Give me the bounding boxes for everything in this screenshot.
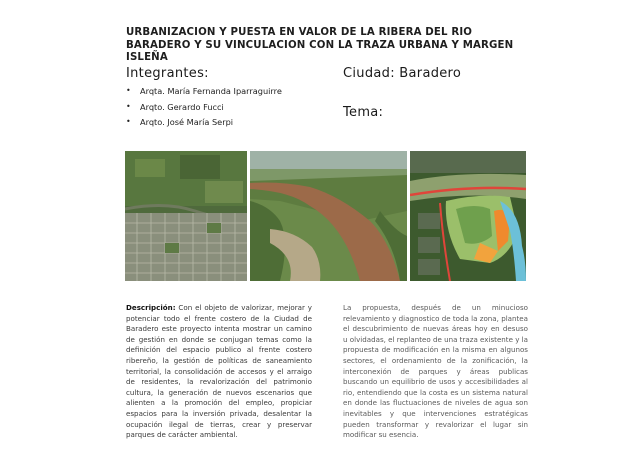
- description-paragraph: [126, 303, 312, 441]
- ciudad-heading: Ciudad: Baradero: [343, 66, 462, 81]
- description-text: Con el objeto de valorizar, mejorar y potenciar todo el frente costero de la Ciudad de Baradero este proyecto intenta mostrar un camino de gestión en donde se conjugan temas como la definición del espacio publico al frente costero ribereño, la gestión de políticas de saneamiento territorial, la consolidación de accesos y el arraigo de residentes, la revalorización del patrimonio cultura, la generación de nuevos escenarios que alienten a la promoción del empleo, propiciar espacios para la inversión privada, desalentar la ocupación ilegal de tierras, crear y preservar parques de carácter ambiental.: [126, 303, 312, 440]
- members-list: [126, 85, 282, 132]
- member-item: • Arqta. María Fernanda Iparraguirre: [126, 85, 282, 101]
- member-item: • Arqto. Gerardo Fucci: [126, 101, 282, 117]
- river-aerial-photo-icon: [250, 151, 407, 281]
- integrantes-heading: Integrantes:: [126, 66, 209, 81]
- member-item: • Arqto. José María Serpi: [126, 116, 282, 132]
- satellite-map-icon: [125, 151, 247, 281]
- tema-heading: Tema:: [343, 105, 384, 120]
- description-label: Descripción:: [126, 303, 176, 312]
- page-title: URBANIZACION Y PUESTA EN VALOR DE LA RIBERA DEL RIO BARADERO Y SU VINCULACION CON LA TRAZA URBANA Y MARGEN ISLEÑA: [126, 27, 514, 63]
- masterplan-render-icon: [410, 151, 526, 281]
- proposal-paragraph: La propuesta, después de un minucioso relevamiento y diagnostico de toda la zona, plantea el descubrimiento de nuevas áreas hoy en desuso u olvidadas, el replanteo de una traza existente y la propuesta de modificación en la misma en algunos sectores, el ordenamiento de la zonificación, la interconexión de parques y áreas publicas buscando un equilibrio de usos y accesibilidades al rio, entendiendo que la costa es un sistema natural en donde las fluctuaciones de niveles de agua son inevitables y que intervenciones estratégicas pueden transformar y revalorizar el lugar sin modificar su esencia.: [343, 303, 528, 440]
